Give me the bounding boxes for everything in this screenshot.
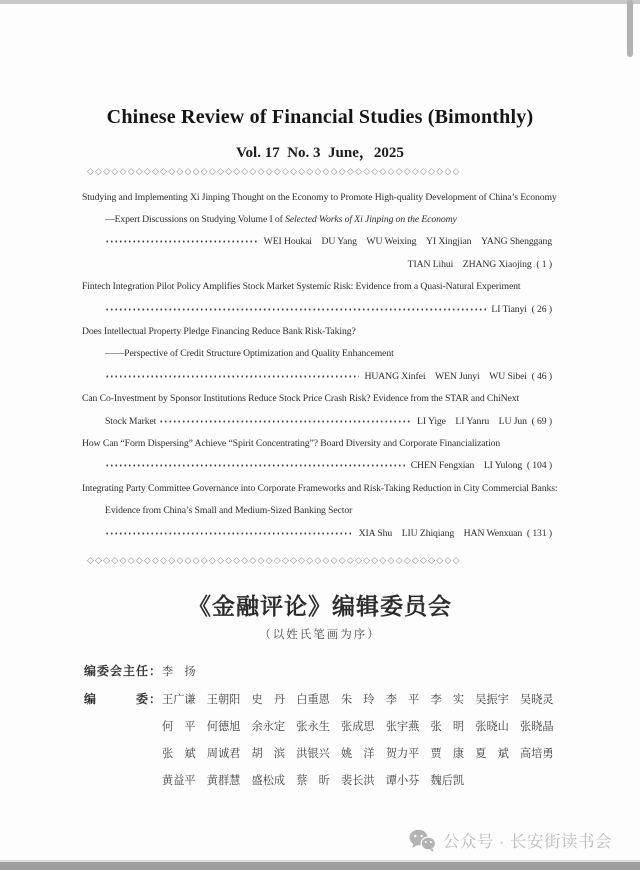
toc-entry-title bbox=[82, 477, 558, 499]
chair-label: 编委会主任： bbox=[84, 664, 163, 678]
article-authors-page: XIA Shu LIU Zhiqiang HAN Wenxuan ( 131 ) bbox=[358, 527, 552, 539]
leader-dots bbox=[105, 305, 486, 314]
toc-leader-line bbox=[82, 298, 552, 320]
toc-entry-title bbox=[82, 432, 552, 454]
article-title: Can Co-Investment by Sponsor Institutions Reduce Stock Price Crash Risk? Evidence from the STAR and ChiNext bbox=[82, 393, 520, 405]
toc-entry-title bbox=[82, 276, 552, 298]
chain-divider-bottom: ◇◇◇◇◇◇◇◇◇◇◇◇◇◇◇◇◇◇◇◇◇◇◇◇◇◇◇◇◇◇◇◇◇◇◇◇◇◇◇◇◇◇◇◇◇◇ bbox=[87, 556, 461, 566]
members-names: 何 平 何德旭 余永定 张永生 张成思 张宇燕 张 明 张晓山 张晓晶 bbox=[162, 721, 554, 733]
committee-members-row bbox=[84, 768, 562, 795]
scrollbar-thumb[interactable] bbox=[627, 0, 633, 57]
article-authors-page: LI Yige LI Yanru LU Jun ( 69 ) bbox=[417, 415, 552, 427]
photo-bottom-edge bbox=[0, 860, 640, 870]
photo-top-edge bbox=[0, 0, 640, 4]
article-subtitle: Evidence from China’s Small and Medium-Sized Banking Sector bbox=[105, 505, 353, 517]
toc-entry-subtitle bbox=[82, 208, 552, 230]
toc-entry-title bbox=[82, 320, 552, 342]
members-names: 张 斌 周诚君 胡 滨 洪银兴 姚 洋 贺力平 贾 康 夏 斌 高培勇 bbox=[162, 748, 554, 760]
article-authors-page: CHEN Fengxian LI Yulong ( 104 ) bbox=[410, 460, 552, 472]
article-title: Fintech Integration Pilot Policy Amplifies Stock Market Systemic Risk: Evidence from a Quasi-Natural Experiment bbox=[82, 281, 521, 293]
toc-leader-line bbox=[82, 522, 552, 544]
leader-dots bbox=[105, 237, 259, 246]
article-authors-page: HUANG Xinfei WEN Junyi WU Sibei ( 46 ) bbox=[364, 370, 552, 382]
editorial-committee-heading: 《金融评论》编辑委员会 bbox=[188, 593, 452, 619]
toc-entry-title bbox=[82, 186, 557, 208]
leader-dots bbox=[159, 417, 412, 426]
committee-members-row bbox=[84, 741, 562, 768]
article-title: Studying and Implementing Xi Jinping Thought on the Economy to Promote High-quality Development of China’s Economy bbox=[82, 191, 557, 203]
toc-leader-line bbox=[82, 231, 552, 253]
article-subtitle: ——Perspective of Credit Structure Optimization and Quality Enhancement bbox=[105, 348, 394, 360]
wechat-icon bbox=[409, 829, 436, 852]
members-names: 王广谦 王朝阳 史 丹 白重恩 朱 玲 李 平 李 实 吴振宇 吴晓灵 bbox=[162, 694, 554, 706]
committee-members-row bbox=[84, 714, 562, 741]
leader-dots bbox=[105, 461, 406, 470]
committee-members-row bbox=[84, 686, 562, 714]
chain-divider-top: ◇◇◇◇◇◇◇◇◇◇◇◇◇◇◇◇◇◇◇◇◇◇◇◇◇◇◇◇◇◇◇◇◇◇◇◇◇◇◇◇◇◇◇◇◇◇ bbox=[87, 167, 461, 177]
toc-entry-subtitle bbox=[82, 499, 552, 521]
table-of-contents bbox=[82, 186, 558, 544]
article-authors-page: TIAN Lihui ZHANG Xiaojing ( 1 ) bbox=[407, 258, 552, 270]
article-authors: WEI Houkai DU Yang WU Weixing YI Xingjian YANG Shenggang bbox=[263, 236, 552, 248]
editorial-committee-sort-note: （以姓氏笔画为序） bbox=[259, 629, 381, 641]
article-title-continuation: Stock Market bbox=[105, 415, 159, 427]
article-title: Integrating Party Committee Governance into Corporate Frameworks and Risk-Taking Reduction in City Commercial Banks: bbox=[82, 482, 558, 494]
toc-entry-subtitle bbox=[82, 343, 552, 365]
leader-dots bbox=[105, 372, 359, 381]
members-names: 黄益平 黄群慧 盛松成 蔡 昕 裴长洪 谭小芬 魏后凯 bbox=[162, 775, 465, 787]
article-subtitle: —Expert Discussions on Studying Volume I of bbox=[105, 214, 286, 226]
article-authors-page: LI Tianyi ( 26 ) bbox=[491, 303, 552, 315]
leader-dots bbox=[105, 529, 354, 538]
toc-leader-line bbox=[82, 365, 552, 387]
wechat-watermark bbox=[409, 828, 612, 852]
toc-entry-title bbox=[82, 388, 552, 410]
chair-name: 李 扬 bbox=[162, 666, 196, 678]
article-title: How Can “Form Dispersing” Achieve “Spirit Concentrating”? Board Diversity and Corporate Financialization bbox=[82, 437, 501, 449]
journal-title: Chinese Review of Financial Studies (Bimonthly) bbox=[106, 106, 534, 128]
toc-authors-line bbox=[82, 253, 552, 275]
article-subtitle-italic: Selected Works of Xi Jinping on the Economy bbox=[285, 214, 457, 226]
committee-chair-row bbox=[84, 658, 562, 686]
members-label: 编 委： bbox=[84, 692, 163, 706]
issue-line: Vol. 17 No. 3 June，2025 bbox=[236, 145, 404, 161]
article-title: Does Intellectual Property Pledge Financing Reduce Bank Risk-Taking? bbox=[82, 326, 356, 338]
toc-leader-line bbox=[82, 410, 552, 432]
watermark-text: 公众号 · 长安街读书会 bbox=[442, 833, 612, 851]
toc-leader-line bbox=[82, 455, 552, 477]
editorial-committee-list bbox=[84, 658, 562, 795]
